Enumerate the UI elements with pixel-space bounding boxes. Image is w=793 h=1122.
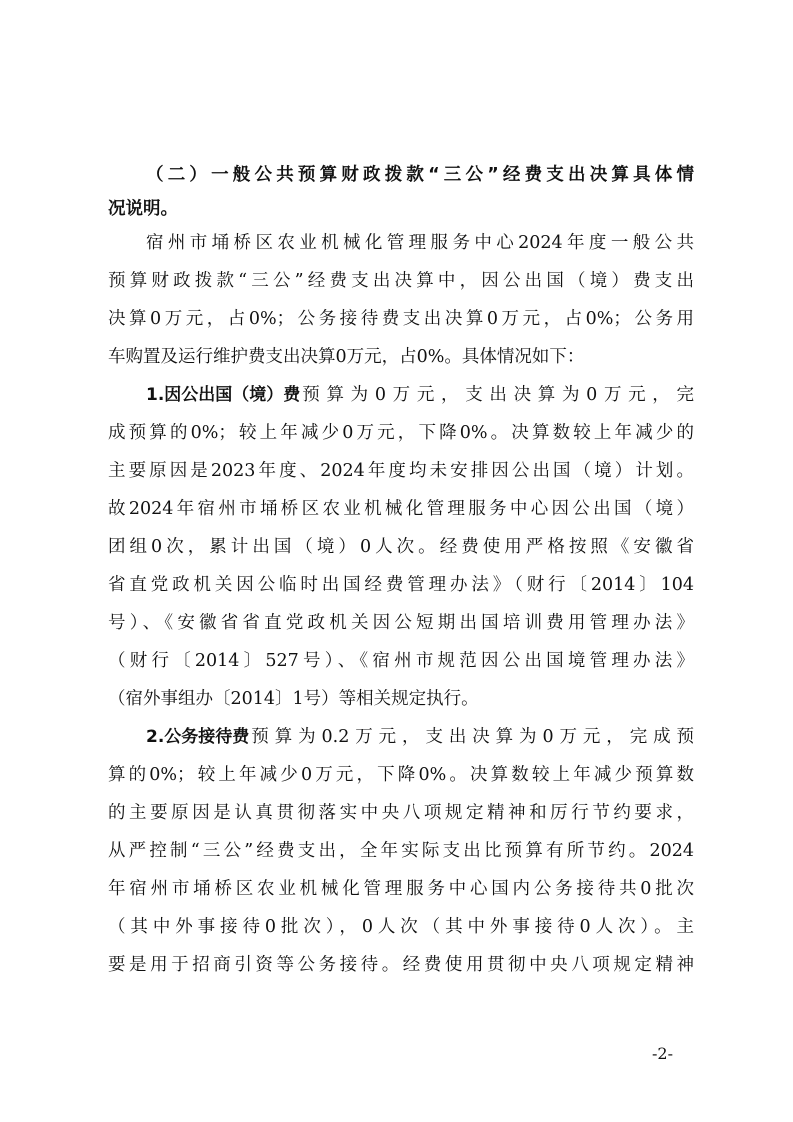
paragraph-line: 年宿州市埇桥区农业机械化管理服务中心国内公务接待共0批次 [108, 879, 694, 899]
paragraph-line: 号）、《安徽省省直党政机关因公短期出国培训费用管理办法》 [108, 613, 694, 633]
item1-first-line [146, 378, 694, 412]
paragraph-line: （财行〔2014〕527号）、《宿州市规范因公出国境管理办法》 [108, 651, 694, 671]
paragraph-line: 省直党政机关因公临时出国经费管理办法》（财行〔2014〕104 [108, 575, 694, 595]
paragraph-line: 决算0万元，占0%；公务接待费支出决算0万元，占0%；公务用 [108, 309, 694, 329]
item2-label: 2.公务接待费 [146, 727, 250, 747]
paragraph-line: 车购置及运行维护费支出决算0万元，占0%。具体情况如下： [108, 347, 585, 367]
paragraph-line: 宿州市埇桥区农业机械化管理服务中心2024年度一般公共 [146, 233, 694, 253]
paragraph-line: （宿外事组办〔2014〕1号）等相关规定执行。 [108, 689, 479, 709]
section-heading-line-2: 况说明。 [108, 199, 178, 219]
paragraph-line: 团组0次，累计出国（境）0人次。经费使用严格按照《安徽省 [108, 537, 694, 557]
paragraph-line: 算的0%；较上年减少0万元，下降0%。决算数较上年减少预算数 [108, 765, 694, 785]
item1-label: 1.因公出国（境）费 [146, 385, 301, 405]
item2-first-line [146, 720, 694, 754]
paragraph-line: 预算财政拨款“三公”经费支出决算中，因公出国（境）费支出 [108, 271, 694, 291]
page-number: -2- [652, 1044, 673, 1063]
section-heading-line-1: （二）一般公共预算财政拨款“三公”经费支出决算具体情 [146, 165, 694, 185]
paragraph-line: 从严控制“三公”经费支出，全年实际支出比预算有所节约。2024 [108, 841, 694, 861]
paragraph-line: 主要原因是2023年度、2024年度均未安排因公出国（境）计划。 [108, 461, 694, 481]
paragraph-line: 成预算的0%；较上年减少0万元，下降0%。决算数较上年减少的 [108, 423, 694, 443]
item2-first-text: 预算为0.2万元，支出决算为0万元，完成预 [251, 727, 694, 747]
item1-first-text: 预算为0万元，支出决算为0万元，完 [302, 385, 694, 405]
paragraph-line: 故2024年宿州市埇桥区农业机械化管理服务中心因公出国（境） [108, 499, 694, 519]
paragraph-line: （其中外事接待0批次），0人次（其中外事接待0人次）。主 [108, 917, 694, 937]
paragraph-line: 要是用于招商引资等公务接待。经费使用贯彻中央八项规定精神 [108, 955, 694, 975]
paragraph-line: 的主要原因是认真贯彻落实中央八项规定精神和厉行节约要求， [108, 803, 694, 823]
